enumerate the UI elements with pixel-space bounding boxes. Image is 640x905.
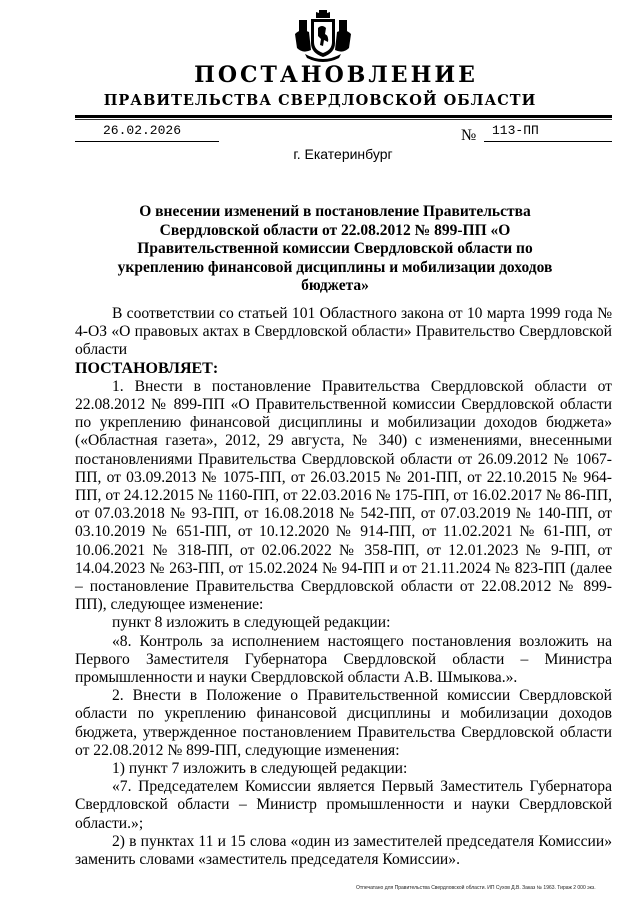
document-date: 26.02.2026	[75, 123, 219, 142]
paragraph-2-item-1-quote: «7. Председателем Комиссии является Первый Заместитель Губернатора Свердловской области – Министр промышленности и науки Свердловской области.»;	[75, 778, 612, 832]
document-body	[75, 305, 612, 869]
issuing-authority: ПРАВИТЕЛЬСТВА СВЕРДЛОВСКОЙ ОБЛАСТИ	[103, 92, 537, 109]
paragraph-1: 1. Внести в постановление Правительства Свердловской области от 22.08.2012 № 899-ПП «О Правительственной комиссии Свердловской области по укреплению финансовой дисциплины и мобилизации доходов бюджета» («Областная газета», 2012, 29 августа, № 340) с изменениями, внесенными постановлениями Правительства Свердловской области от 26.09.2012 № 1067-ПП, от 03.09.2013 № 1075-ПП, от 26.03.2015 № 201-ПП, от 22.10.2015 № 964-ПП, от 24.12.2015 № 1160-ПП, от 22.03.2016 № 175-ПП, от 16.02.2017 № 86-ПП, от 07.03.2018 № 93-ПП, от 16.08.2018 № 542-ПП, от 07.03.2019 № 140-ПП, от 03.10.2019 № 651-ПП, от 10.12.2020 № 914-ПП, от 11.02.2021 № 61-ПП, от 10.06.2021 № 318-ПП, от 02.06.2022 № 358-ПП, от 12.01.2023 № 9-ПП, от 14.04.2023 № 263-ПП, от 15.02.2024 № 94-ПП и от 21.11.2024 № 823-ПП (далее – постановление Правительства Свердловской области от 22.08.2012 № 899-ПП), следующее изменение:	[75, 377, 612, 614]
preamble: В соответствии со статьей 101 Областного закона от 10 марта 1999 года № 4-ОЗ «О правовых актах в Свердловской области» Правительство Свердловской области	[75, 305, 612, 359]
document-type-title: ПОСТАНОВЛЕНИЕ	[194, 62, 478, 88]
decree-word: ПОСТАНОВЛЯЕТ:	[75, 359, 219, 377]
paragraph-1-quote: «8. Контроль за исполнением настоящего постановления возложить на Первого Заместителя Губернатора Свердловской области – Министра промышленности и науки Свердловской области А.В. Шмыкова.».	[75, 632, 612, 687]
number-label: №	[461, 127, 477, 144]
document-heading: О внесении изменений в постановление Правительства Свердловской области от 22.08.2012 № 899-ПП «О Правительственной комиссии Свердловской области по укреплению финансовой дисциплины и мобилизации доходов бюджета»	[117, 203, 553, 294]
coat-of-arms-icon	[293, 8, 353, 63]
header-rule	[75, 115, 612, 118]
document-number: 113-ПП	[484, 123, 612, 142]
paragraph-1-item: пункт 8 изложить в следующей редакции:	[112, 614, 391, 632]
paragraph-2: 2. Внести в Положение о Правительственной комиссии Свердловской области по укреплению финансовой дисциплины и мобилизации доходов бюджета, утвержденное постановлением Правительства Свердловской области от 22.08.2012 № 899-ПП, следующие изменения:	[75, 687, 612, 759]
paragraph-2-item-2: 2) в пунктах 11 и 15 слова «один из заместителей председателя Комиссии» заменить словами «заместитель председателя Комиссии».	[75, 832, 612, 869]
header-rule-thin	[75, 119, 612, 120]
print-footer: Отпечатано для Правительства Свердловской области. ИП Сухов Д.В. Заказ № 1963. Тираж 2 000 экз.	[356, 885, 596, 891]
paragraph-2-item-1: 1) пункт 7 изложить в следующей редакции:	[112, 760, 408, 778]
city: г. Екатеринбург	[293, 146, 393, 162]
